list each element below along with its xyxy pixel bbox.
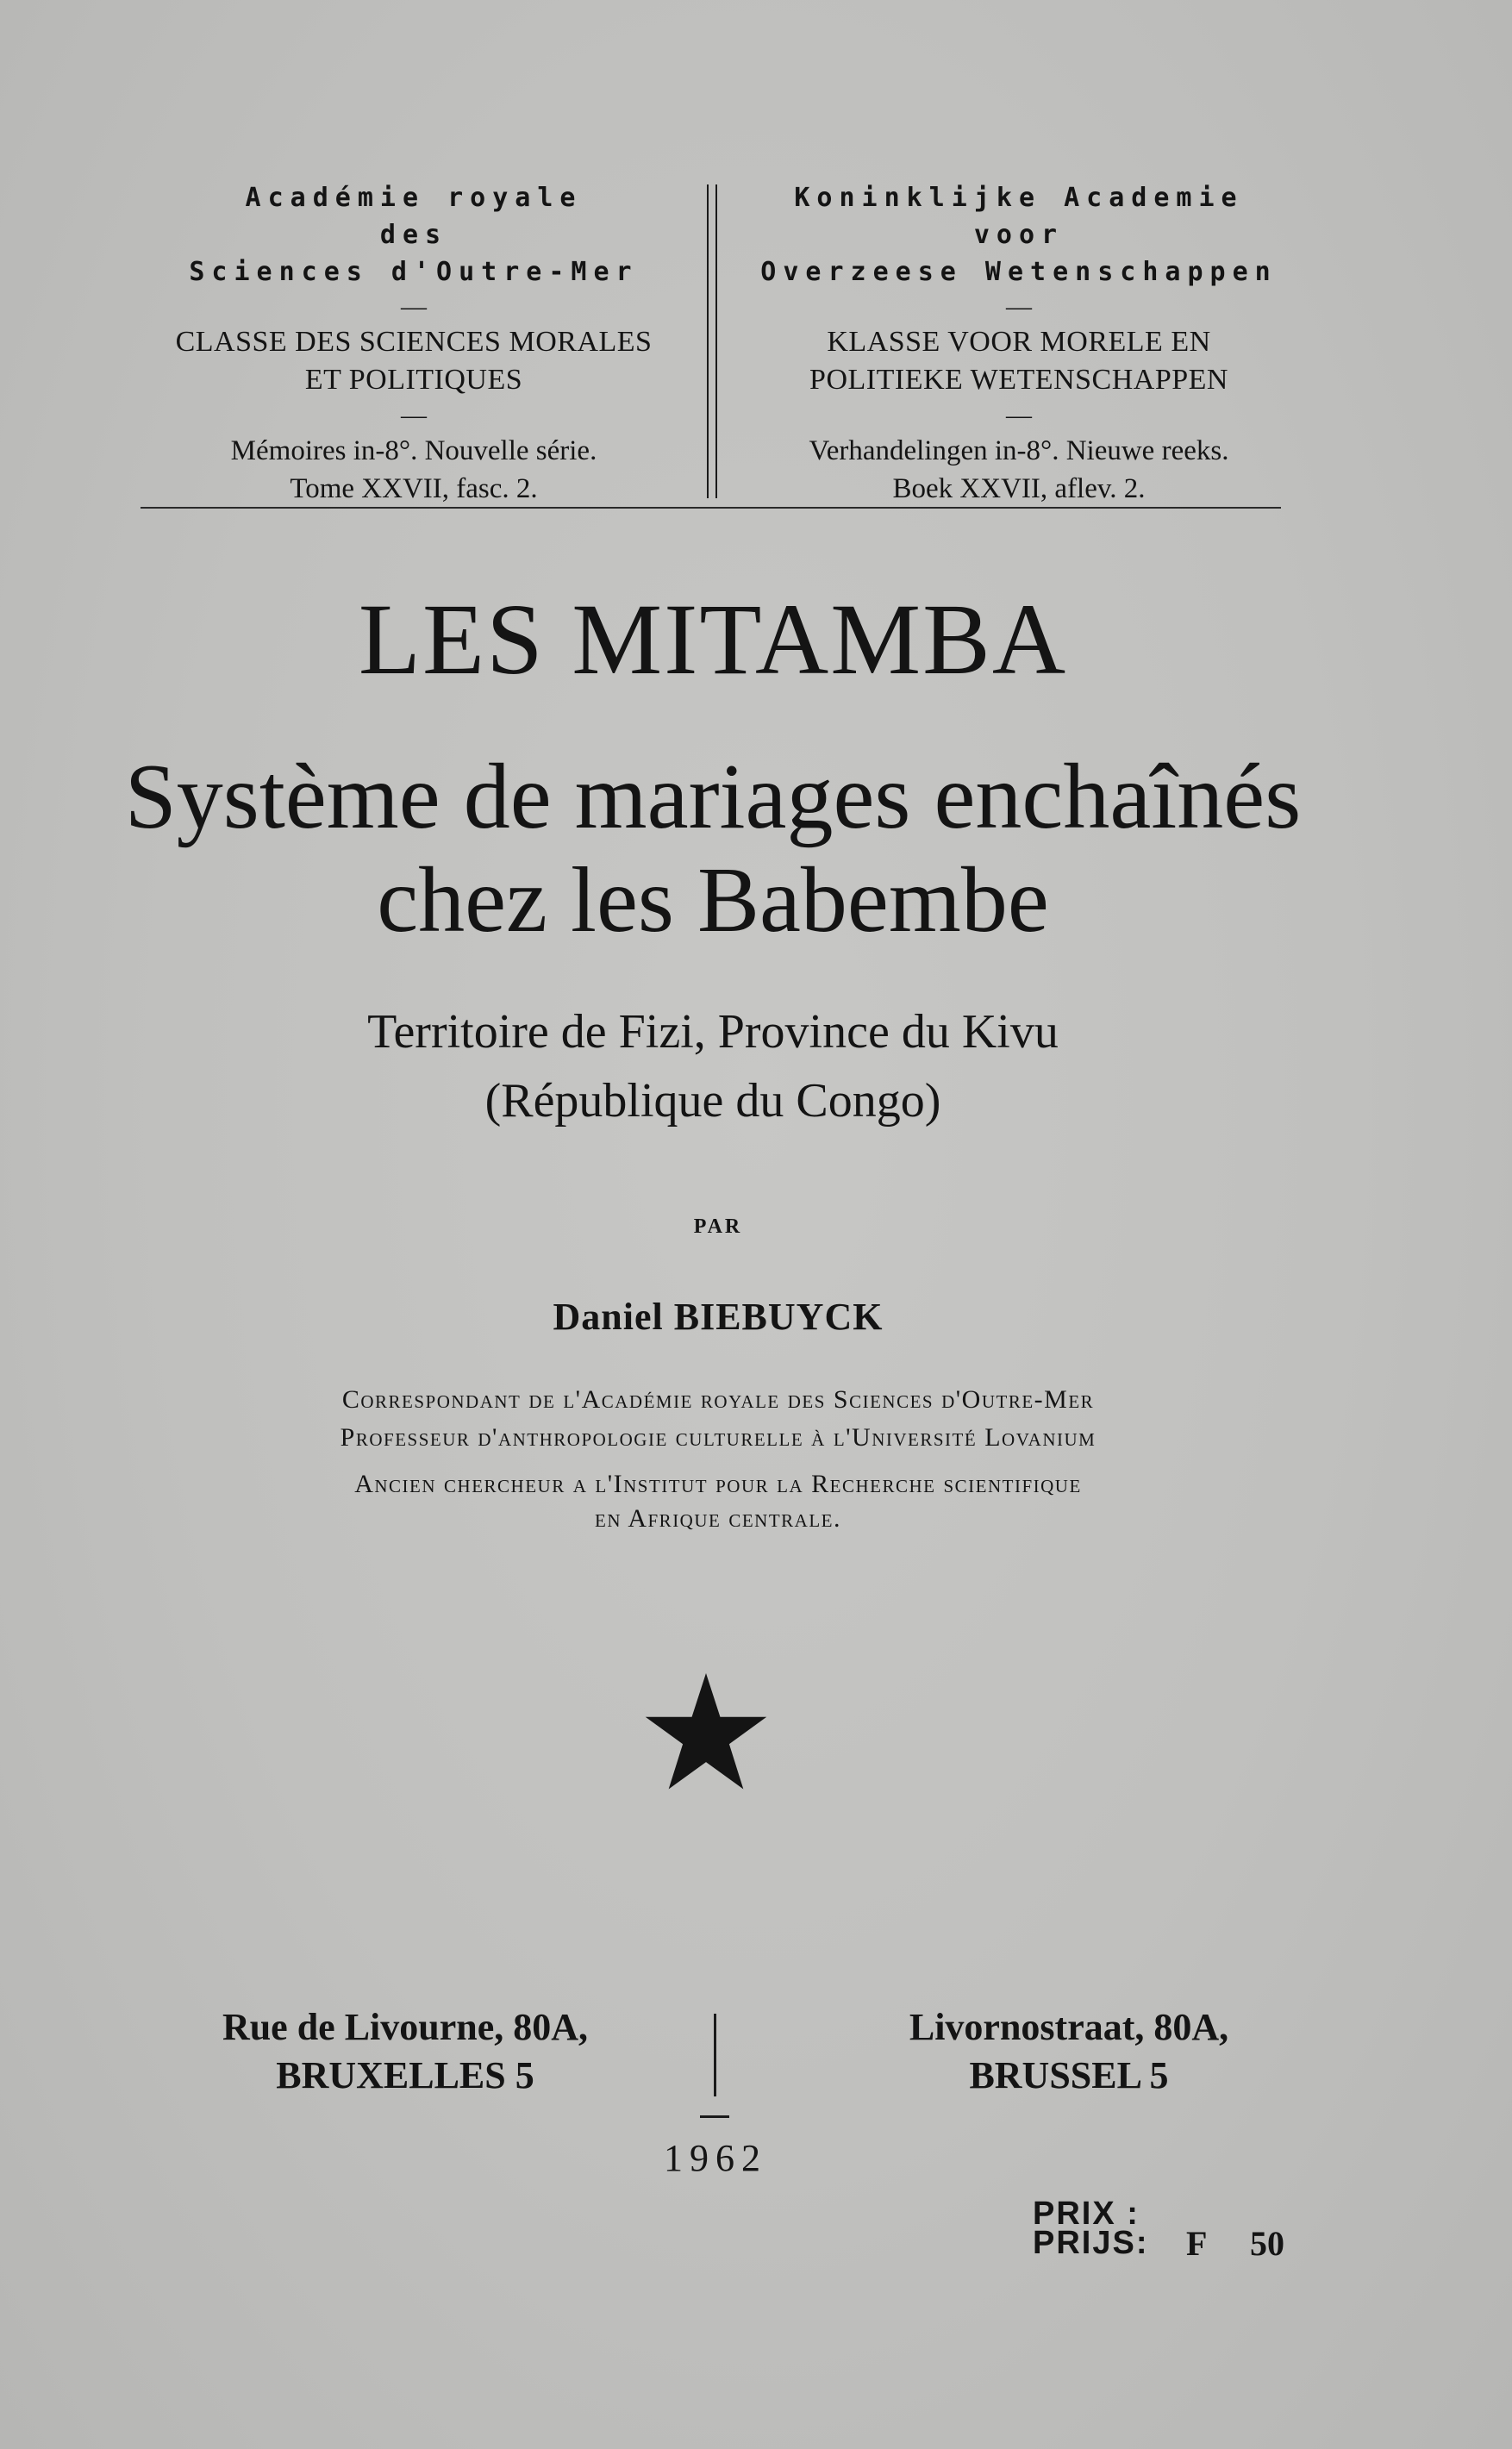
header-vertical-divider bbox=[707, 184, 717, 498]
series-nl-line1: Verhandelingen in-8°. Nieuwe reeks. bbox=[809, 435, 1229, 466]
academy-name-nl-line3: Overzeese Wetenschappen bbox=[760, 257, 1278, 287]
address-dutch bbox=[836, 2003, 1302, 2100]
affiliation-line: Ancien chercheur a l'Institut pour la Recherche scientifique bbox=[354, 1470, 1082, 1498]
main-title: LES MITAMBA bbox=[358, 583, 1068, 696]
series-fr-line1: Mémoires in-8°. Nouvelle série. bbox=[230, 435, 597, 466]
header-dutch bbox=[743, 179, 1295, 508]
price-label-fr: PRIX : bbox=[1033, 2196, 1140, 2232]
header-french bbox=[129, 179, 698, 508]
publication-year: 1962 bbox=[664, 2137, 767, 2179]
class-fr-line1: CLASSE DES SCIENCES MORALES bbox=[175, 326, 653, 358]
star-icon bbox=[641, 1671, 771, 1793]
series-fr-line2: Tome XXVII, fasc. 2. bbox=[290, 473, 538, 504]
series-nl-line2: Boek XXVII, aflev. 2. bbox=[892, 473, 1146, 504]
header-horizontal-rule bbox=[141, 507, 1281, 509]
academy-name-fr-line2: des bbox=[379, 220, 448, 250]
address-french bbox=[172, 2003, 638, 2100]
header-dash: — bbox=[1006, 292, 1032, 321]
territory-line1: Territoire de Fizi, Province du Kivu bbox=[367, 1005, 1059, 1059]
class-fr-line2: ET POLITIQUES bbox=[304, 364, 523, 396]
territory-line2: (République du Congo) bbox=[484, 1074, 941, 1128]
address-fr-street: Rue de Livourne, 80A, bbox=[222, 2006, 589, 2048]
price-currency: F bbox=[1186, 2224, 1208, 2263]
price-label-nl: PRIJS: bbox=[1033, 2225, 1149, 2261]
affiliation-line: Professeur d'anthropologie culturelle à l'Université Lovanium bbox=[340, 1423, 1097, 1452]
affiliation-line: en Afrique centrale. bbox=[595, 1504, 841, 1533]
address-nl-street: Livornostraat, 80A, bbox=[909, 2006, 1229, 2048]
header-dash: — bbox=[1006, 401, 1032, 429]
address-fr-city: BRUXELLES 5 bbox=[276, 2054, 534, 2096]
year-dash bbox=[700, 2115, 729, 2118]
academy-name-fr-line3: Sciences d'Outre-Mer bbox=[189, 257, 639, 287]
affiliation-line: Correspondant de l'Académie royale des Sciences d'Outre-Mer bbox=[341, 1385, 1095, 1414]
price-amount: 50 bbox=[1250, 2224, 1284, 2263]
address-nl-city: BRUSSEL 5 bbox=[969, 2054, 1169, 2096]
academy-name-nl-line2: voor bbox=[973, 220, 1065, 250]
header-dash: — bbox=[401, 292, 427, 321]
author-name: Daniel BIEBUYCK bbox=[553, 1296, 884, 1338]
class-nl-line1: KLASSE VOOR MORELE EN bbox=[827, 326, 1211, 358]
academy-name-fr-line1: Académie royale bbox=[245, 183, 583, 213]
address-divider bbox=[714, 2014, 716, 2096]
academy-name-nl-line1: Koninklijke Academie bbox=[794, 183, 1244, 213]
by-label: PAR bbox=[693, 1215, 743, 1238]
subtitle-line2: chez les Babembe bbox=[377, 849, 1049, 952]
subtitle-line1: Système de mariages enchaînés bbox=[124, 746, 1302, 848]
class-nl-line2: POLITIEKE WETENSCHAPPEN bbox=[809, 364, 1228, 396]
header-dash: — bbox=[401, 401, 427, 429]
